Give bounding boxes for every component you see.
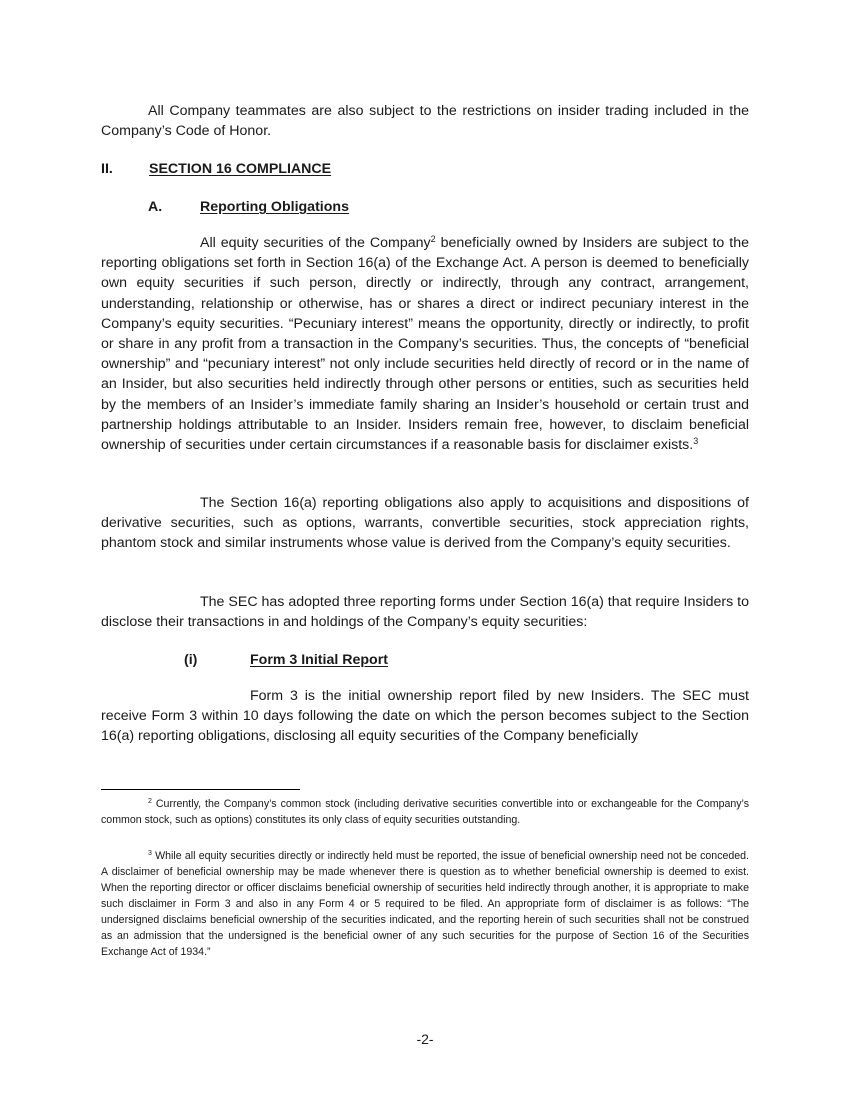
subsection-heading — [148, 197, 349, 217]
paragraph-3-text: The SEC has adopted three reporting forms under Section 16(a) that require Insiders to disclose their transactions in and holdings of the Company’s equity securities: — [101, 594, 749, 631]
footnote-3 — [101, 848, 749, 960]
paragraph-1-part-1: All equity securities of the Company — [200, 235, 431, 251]
paragraph-derivative-securities — [101, 493, 749, 554]
item-number: (i) — [184, 652, 198, 668]
subsection-title: Reporting Obligations — [200, 199, 349, 215]
subsection-letter: A. — [148, 199, 163, 215]
item-heading — [184, 650, 388, 670]
item-title: Form 3 Initial Report — [250, 652, 388, 668]
footnote-ref-2: 2 — [430, 234, 436, 244]
section-number: II. — [101, 161, 113, 177]
paragraph-2-text: The Section 16(a) reporting obligations also apply to acquisitions and dispositions of derivative securities, such as options, warrants, convertible securities, stock appreciation rights, phantom stock and similar instruments whose value is derived from the Company’s equity securities. — [101, 495, 749, 552]
paragraph-form-3 — [101, 686, 749, 747]
footnote-ref-3: 3 — [693, 436, 699, 447]
footnote-divider — [101, 789, 300, 790]
page-number: -2- — [416, 1031, 434, 1047]
footnote-2-text: Currently, the Company’s common stock (including derivative securities convertible into or exchangeable for the Company’s common stock, such as options) constitutes its only class of equity securities outstanding. — [101, 798, 749, 826]
footnote-3-marker: 3 — [148, 850, 152, 857]
paragraph-4-text: Form 3 is the initial ownership report filed by new Insiders. The SEC must receive Form 3 within 10 days following the date on which the person becomes subject to the Section 16(a) reporting obligations, disclosing all equity securities of the Company beneficially — [101, 688, 749, 745]
footnote-2 — [101, 796, 749, 828]
paragraph-1-part-2: beneficially owned by Insiders are subject to the reporting obligations set forth in Section 16(a) of the Exchange Act. A person is deemed to beneficially own equity securities if such person, directly or indirectly, through any contract, arrangement, understanding, relationship or otherwise, has or shares a direct or indirect pecuniary interest in the Company’s equity securities. “Pecuniary interest” means the opportunity, directly or indirectly, to profit or share in any profit from a transaction in the Company’s securities. Thus, the concepts of “beneficial ownership” and “pecuniary interest” not only include securities held directly of record or in the name of an Insider, but also securities held indirectly through other persons or entities, such as securities held by the members of an Insider’s immediate family sharing an Insider’s household or certain trust and partnership holdings attributable to an Insider. Insiders remain free, however, to disclaim beneficial ownership of securities under certain circumstances if a reasonable basis for disclaimer exists. — [101, 235, 749, 454]
intro-paragraph — [101, 101, 749, 141]
section-title: SECTION 16 COMPLIANCE — [149, 161, 332, 177]
footnote-3-text: While all equity securities directly or indirectly held must be reported, the issue of beneficial ownership need not be conceded. A disclaimer of beneficial ownership may be made whenever there is question as to whether beneficial ownership is deemed to exist. When the reporting director or officer disclaims beneficial ownership of securities held indirectly through another, it is appropriate to make such disclaimer in Form 3 and also in any Form 4 or 5 required to be filed. An appropriate form of disclaimer is as follows: “The undersigned disclaims beneficial ownership of the securities indicated, and the reporting herein of such securities shall not be construed as an admission that the undersigned is the beneficial owner of any such securities for the purpose of Section 16 of the Securities Exchange Act of 1934.” — [101, 850, 749, 958]
section-heading — [101, 159, 332, 179]
paragraph-beneficial-ownership — [101, 233, 749, 455]
intro-paragraph-text: All Company teammates are also subject to the restrictions on insider trading included in the Company’s Code of Honor. — [101, 103, 749, 140]
document-page — [101, 0, 749, 1100]
footnote-2-marker: 2 — [148, 798, 152, 805]
paragraph-reporting-forms — [101, 592, 749, 632]
